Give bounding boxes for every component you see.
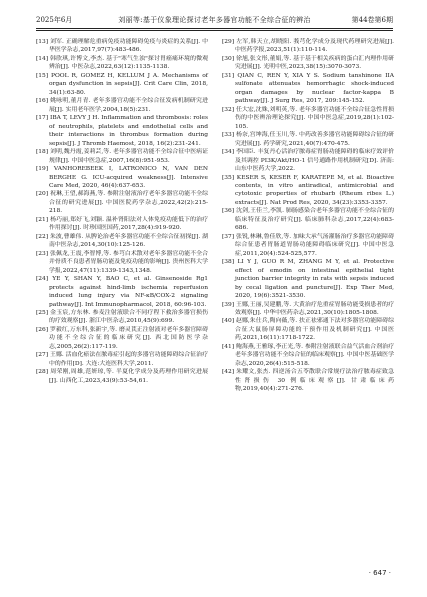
reference-entry: [19] VANHOREBEEK I, LATRONICO N, VAN DEN BERGHE G. ICU-acquired weakness[J]. Intensive Care Med, 2020, 46(4):637-653. <box>36 166 208 189</box>
running-header <box>36 14 393 26</box>
reference-entry: [28] 周荣刚,周雄,范妍琼,等. 半夏化学成分及药理作用研究进展[J]. 山西化工,2023,43(9):53-54,61. <box>36 369 208 384</box>
references-left-column <box>36 38 208 385</box>
reference-entry: [15] POOL R, GOMEZ H, KELLUM J A. Mechanisms of organ dysfunction in sepsis[J]. Crit Care Clin, 2018, 34(1):63-80. <box>36 72 208 96</box>
reference-entry: [42] 朱耀文,张杰. 四逆汤合五苓散联合常规疗法治疗脓毒症致急性肾损伤 30 例临床观察[J]. 甘肃临床药物,2019,40(4):271-276. <box>222 369 394 393</box>
reference-entry: [25] 金玉宸,方东林. 参麦注射液联合不同疗程下救治多器官损伤的疗效观察[J]. 浙江中医杂志,2010,45(9):699. <box>36 310 208 325</box>
header-rule-top <box>36 28 393 29</box>
header-rule-bottom <box>36 30 393 31</box>
reference-entry: [38] LI Y J, GUO R M, ZHANG M Y, et al. Protective effect of emodin on intestinal epithelial tight junction barrier integrity in rats with sepsis induced by cecal ligation and puncture[J]. Exp Ther Med, 2020, 19(6):3521-3530. <box>222 259 394 300</box>
reference-entry: [24] YE Y, SHAN Y, BAO C, et al. Ginsenoside Rg1 protects against hind-limb ischemia reperfusion induced lung injury via NF-κB/COX-2 signaling pathway[J]. Int Immunopharmacol, 2018, 60:96-103. <box>36 276 208 308</box>
reference-entry: [17] IBA T, LEVY J H. Inflammation and thrombosis: roles of neutrophils, platelets and endothelial cells and their interactions in thrombus formation during sepsis[J]. J Thromb Haemost, 2018, 16(2):231-241. <box>36 115 208 147</box>
header-volume-issue: 第44卷第6期 <box>351 16 393 24</box>
header-date: 2025年6月 <box>36 16 73 24</box>
reference-entry: [23] 张佩龙,王震,李智博,等. 参芎白术散对老年多器官功能不全合并骨质不良患者胃肠功能及免疫功能的影响[J]. 贵州医科大学学报,2022,47(11):1339-1343,1348. <box>36 250 208 274</box>
reference-entry: [13] 刘军. 正确理解危重病免疫功能障碍免疫与炎症的关系[J]. 中华医学杂志,2017,97(7):483-486. <box>36 39 208 54</box>
page-number: · 647 · <box>368 569 391 577</box>
reference-entry: [27] 王娜. 活血化瘀法在脓毒症引起的多器官功能障碍综合征治疗中的作用[D]. 大连:大连医科大学,2011. <box>36 352 208 367</box>
reference-entry: [35] KESER S, KESER F, KARATEPE M, et al. Bioactive contents, in vitro antiradical, antimicrobial and cytotoxic properties of rhubarb (Rheum ribes L.) extracts[J]. Nat Prod Res, 2020, 34(23):3353-3357. <box>222 174 394 206</box>
reference-entry: [39] 王娜,王丽,吴建鹏,等. 大黄治疗危重症胃肠功能受损患者的疗效观察[J]. 中华中医药杂志,2021,30(10):1805-1808. <box>222 301 394 316</box>
reference-entry: [41] 鲍海燕,王雅琢,李正光,等. 参附注射液联合益气活血合剂治疗老年多器官功能不全综合征的临床观察[J]. 中国中医基础医学杂志,2020,26(4):515-518. <box>222 343 394 367</box>
reference-entry: [33] 杨奈,宫坤海,任玉川,等. 中药改善多器官功能障碍综合征的研究进展[J]. 药学研究,2021,40(7):470-475. <box>222 132 394 147</box>
reference-entry: [34] 李国臣. 丰复丹心活治疗脓毒症胃肠功能障碍的临床疗效评价及其调控 PI3K/Akt/HO-1 信号通路作用机制研究[D]. 济南:山东中医药大学,2022. <box>222 149 394 173</box>
reference-entry: [40] 赵娜,朱仕兵,陶向薇,等. 扶正祛邪通下法对多器官功能障碍综合征大鼠肠屏障功能的干预作用及机制研究[J]. 中国医药,2021,16(11):1718-1722. <box>222 318 394 342</box>
reference-entry: [18] 刘明,魏丹霞,姜莉芸,等. 老年多器官功能不全综合征中医病证规律[J]. 中国中医急症,2007,16(8):951-953. <box>36 149 208 164</box>
reference-entry: [14] 韩欣琪,许博文,李杰. 基于"寒气生浊"探讨胃癌痛环境的微观辨治[J]. 中医杂志,2022,63(12):1135-1138. <box>36 55 208 71</box>
references-right-column <box>222 38 394 394</box>
reference-entry: [29] 左军,韩天立,胡晓阳. 莪芎化学成分及现代药理研究进展[J]. 中医药学报,2023,51(1):110-114. <box>222 39 394 54</box>
reference-entry: [32] 任大宏,沈姝,刘明英,等. 老年多器官功能不全综合征急性胃损伤的中医辨治理论探究[J]. 中国中医急症,2019,28(1):102-105. <box>222 106 394 130</box>
header-article-title: 刘丽等:基于仪象理论探讨老年多器官功能不全综合征的辨治 <box>118 16 311 24</box>
reference-entry: [30] 徐旭,张文彤,董娟,等. 基于基于相关疾病的蛋白汇内理作用研究进展[J]. 光明中医,2023,38(15):3070-3073. <box>222 55 394 71</box>
reference-entry: [37] 张锐,林琳,鲁佳欣,等. 加味大承气汤灌肠治疗多器官功能障碍综合征患者胃肠道胃肠功能障碍临床研究[J]. 中国中医急症,2011,20(4):524-525,577. <box>222 233 394 257</box>
reference-entry: [20] 祝琳,王望,郝海燕,等. 参附注射液治疗老年多器官功能不全综合征的研究进展[J]. 中国医院药学杂志,2022,42(2):215-218. <box>36 191 208 215</box>
reference-entry: [26] 罗毅红,万东科,张新宇,等. 磨灵芪正注射液对老年多器官障碍功能不全综合征的临床研究[J]. 西北国防医学杂志,2005,26(2):117-119. <box>36 326 208 350</box>
reference-entry: [21] 杨巧丽,郑好飞,刘颖. 温补肾阳法对人体免疫功能低下的治疗作用探讨[J]. 时珍国医国药,2017,28(4):919-920. <box>36 216 208 232</box>
reference-entry: [31] QIAN C, REN Y, XIA Y S. Sodium tanshinone IIA sulfonate attenuates hemorrhagic shock-induced organ damages by nuclear factor-kappa B pathway[J]. J Surg Res, 2017, 209:145-152. <box>222 72 394 105</box>
reference-entry: [36] 沈剑,王佳兰,李凯. 肺肠感染合老年多器官功能不全综合征的临床特征及治疗研究[J]. 临床肺科杂志,2017,22(4):683-686. <box>222 208 394 232</box>
reference-entry: [16] 姚咏明,董月青. 老年多器官功能不全综合征发病机制研究进展[J]. 实用老年医学,2004,18(5):231. <box>36 98 208 113</box>
reference-entry: [22] 朱波,曹雄伟. 从脾论治老年多器官功能不全综合征初探[J]. 湖南中医杂志,2014,30(10):125-126. <box>36 233 208 249</box>
